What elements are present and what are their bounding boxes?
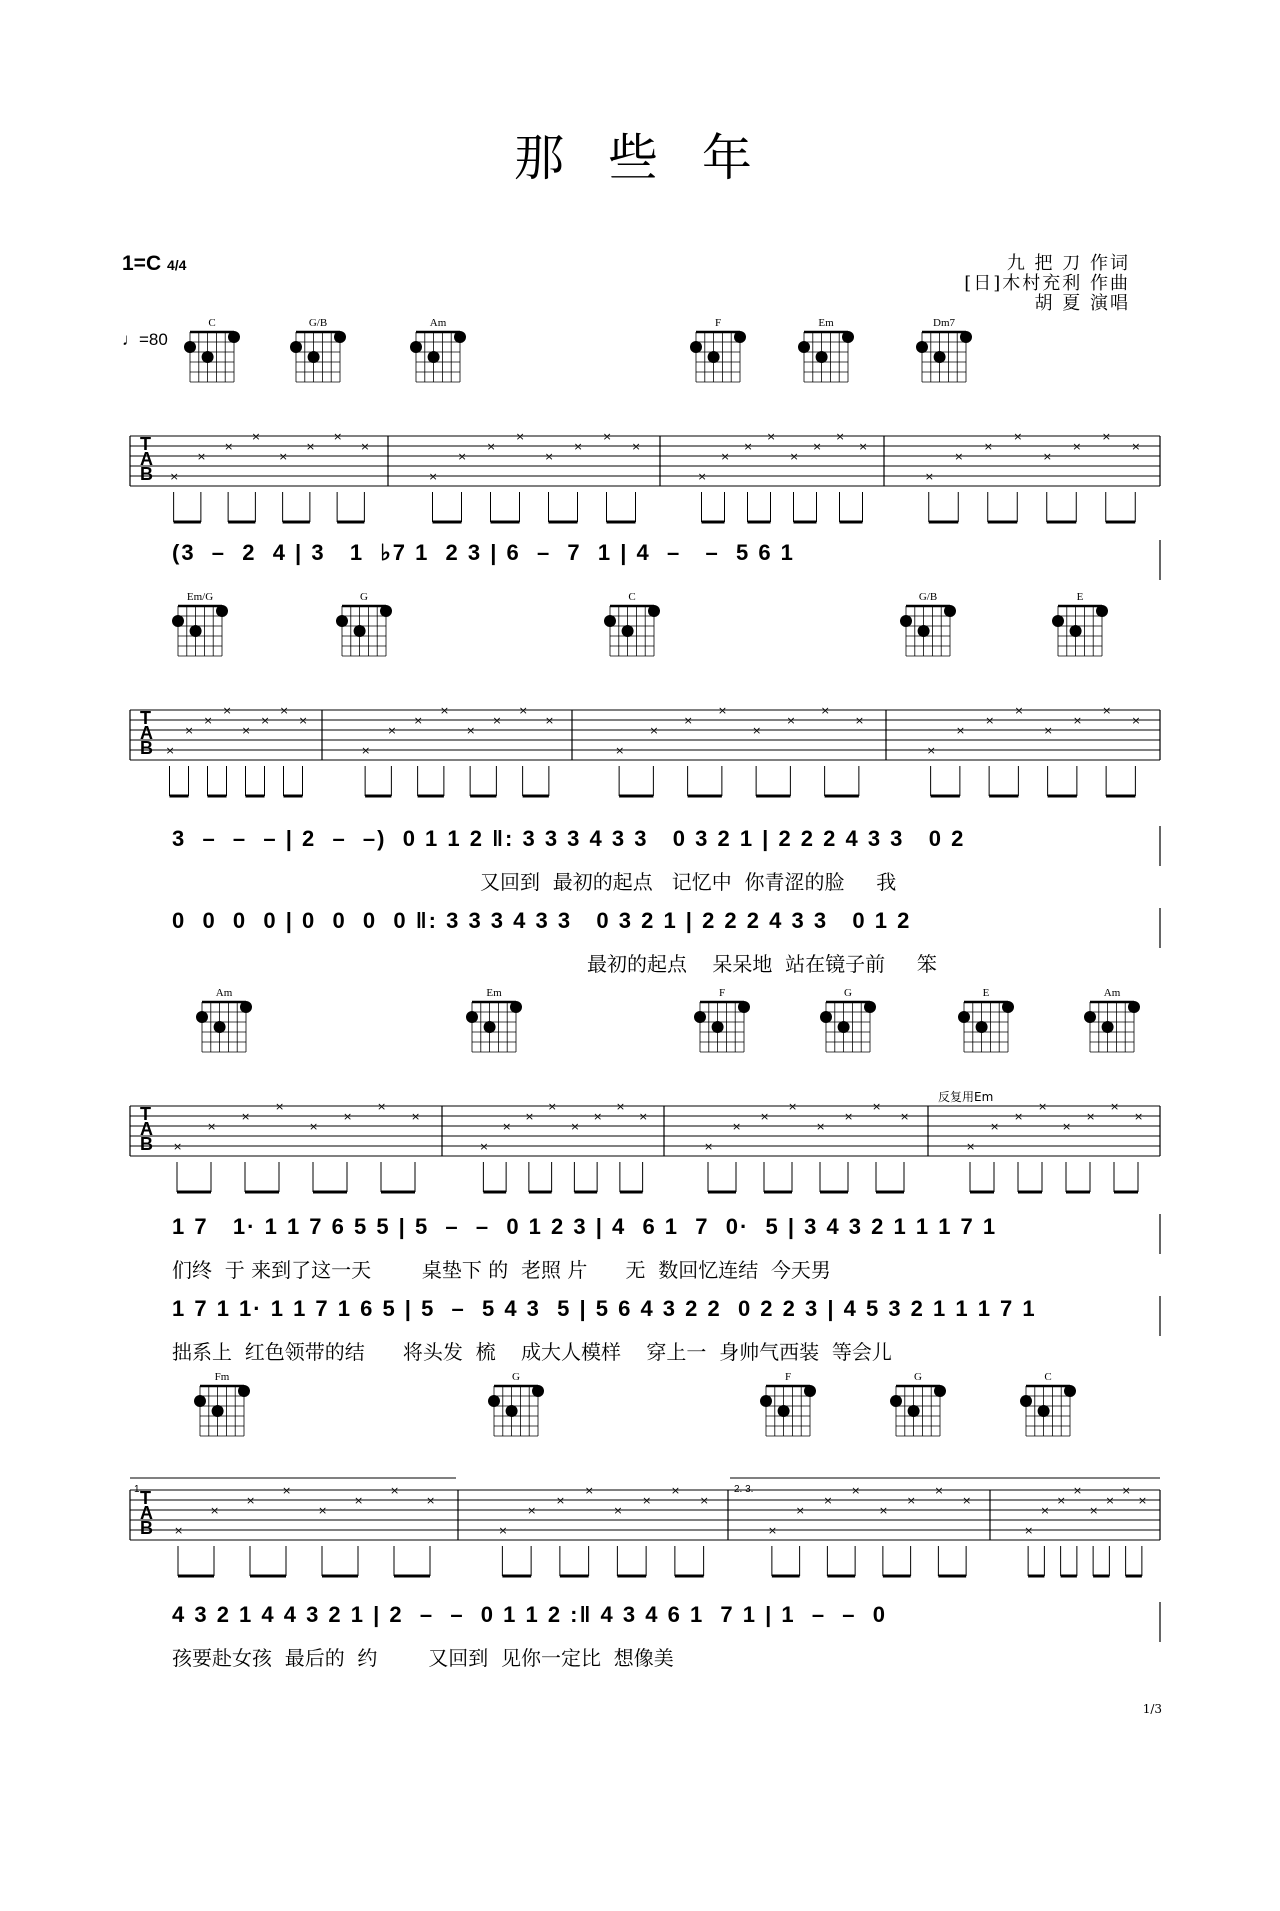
tab-x-mark: × — [555, 1494, 566, 1507]
tab-x-mark: × — [486, 440, 496, 453]
tab-x-mark: × — [411, 1110, 421, 1123]
chord-finger-dot — [466, 1011, 478, 1023]
jianpu-line: (3 – 2 4 | 3 1 ♭7 1 2 3 | 6 – 7 1 | 4 – – 5 6 1 — [172, 540, 795, 565]
tab-x-mark: × — [279, 704, 289, 717]
tab-x-mark: × — [165, 744, 175, 757]
chord-finger-dot — [1038, 1405, 1050, 1417]
tab-x-mark: × — [1024, 1524, 1034, 1537]
chord-name: C — [208, 317, 216, 329]
tab-x-mark: × — [466, 724, 476, 737]
tab-clef-letter: T — [140, 1488, 151, 1508]
chord-finger-dot — [172, 615, 184, 627]
tab-x-mark: × — [544, 714, 555, 727]
chord-finger-dot — [816, 351, 828, 363]
chord-name: E — [1076, 591, 1084, 603]
tab-x-mark: × — [584, 1484, 594, 1497]
repeat-annotation: 反复用Em — [938, 1090, 994, 1104]
tempo-marking: ♩=80 — [122, 330, 168, 349]
tab-clef-letter: B — [140, 1134, 153, 1154]
chord-finger-dot — [622, 625, 634, 637]
tab-x-mark: × — [377, 1100, 387, 1113]
tab-x-mark: × — [203, 714, 213, 727]
chord-finger-dot — [510, 1001, 522, 1013]
tab-x-mark: × — [413, 714, 423, 727]
chord-name: Am — [215, 987, 233, 999]
tab-clef-letter: A — [140, 449, 153, 469]
tab-x-mark: × — [1137, 1494, 1148, 1507]
jianpu-line: 3 – – – | 2 – –) 0 1 1 2 ‖: 3 3 3 4 3 3 0 3 2 1 | 2 2 2 4 3 3 0 2 — [172, 826, 966, 851]
tab-x-mark: × — [457, 450, 467, 463]
tab-x-mark: × — [683, 714, 693, 727]
chord-finger-dot — [798, 341, 810, 353]
chord-finger-dot — [734, 331, 746, 343]
chord-finger-dot — [842, 331, 854, 343]
tab-clef-letter: A — [140, 1503, 153, 1523]
chord-finger-dot — [1052, 615, 1064, 627]
tab-x-mark: × — [241, 724, 251, 737]
tab-x-mark: × — [260, 714, 270, 727]
tab-x-mark: × — [207, 1120, 217, 1133]
chord-name: Dm7 — [933, 317, 955, 329]
tab-x-mark: × — [196, 450, 207, 463]
tab-x-mark: × — [697, 470, 707, 483]
chord-finger-dot — [900, 615, 912, 627]
chord-name: Fm — [214, 1371, 230, 1383]
chord-finger-dot — [532, 1385, 544, 1397]
tab-clef-letter: B — [140, 738, 153, 758]
tab-x-mark: × — [1102, 704, 1112, 717]
tab-x-mark: × — [426, 1494, 436, 1507]
tab-x-mark: × — [642, 1494, 652, 1507]
tab-x-mark: × — [649, 724, 659, 737]
tab-x-mark: × — [613, 1504, 623, 1517]
tab-x-mark: × — [788, 1100, 798, 1113]
tab-x-mark: × — [812, 440, 822, 453]
tab-clef-letter: B — [140, 464, 153, 484]
chord-finger-dot — [838, 1021, 850, 1033]
tab-x-mark: × — [570, 1120, 580, 1133]
tab-clef-letter: T — [140, 1104, 151, 1124]
tab-x-mark: × — [251, 430, 261, 443]
tab-x-mark: × — [498, 1524, 508, 1537]
tab-x-mark: × — [1062, 1120, 1072, 1133]
jianpu-line: 1 7 1 1· 1 1 7 1 6 5 | 5 – 5 4 3 5 | 5 6 4 3 2 2 0 2 2 3 | 4 5 3 2 1 1 1 7 1 — [172, 1296, 1037, 1321]
chord-finger-dot — [804, 1385, 816, 1397]
lyric-line: 最初的起点 呆呆地 站在镜子前 笨 — [587, 952, 937, 976]
chord-name: F — [784, 1371, 792, 1383]
tab-x-mark: × — [361, 744, 371, 757]
chord-finger-dot — [864, 1001, 876, 1013]
tab-x-mark: × — [387, 724, 397, 737]
chord-finger-dot — [712, 1021, 724, 1033]
tab-x-mark: × — [816, 1120, 826, 1133]
chord-finger-dot — [1002, 1001, 1014, 1013]
chord-finger-dot — [1102, 1021, 1114, 1033]
tab-x-mark: × — [962, 1494, 972, 1507]
tab-x-mark: × — [844, 1110, 854, 1123]
chord-finger-dot — [336, 615, 348, 627]
tab-x-mark: × — [1056, 1494, 1066, 1507]
tab-x-mark: × — [1110, 1100, 1120, 1113]
lyric-line: 又回到 最初的起点 记忆中 你青涩的脸 我 — [480, 870, 897, 894]
tab-x-mark: × — [502, 1120, 512, 1133]
tab-x-mark: × — [615, 744, 625, 757]
tab-x-mark: × — [275, 1100, 285, 1113]
chord-name: G — [844, 987, 852, 999]
page-number: 1/3 — [1142, 1702, 1162, 1716]
tab-x-mark: × — [1105, 1494, 1115, 1507]
chord-finger-dot — [202, 351, 214, 363]
chord-finger-dot — [184, 341, 196, 353]
tab-x-mark: × — [184, 724, 194, 737]
chord-finger-dot — [738, 1001, 750, 1013]
tab-x-mark: × — [766, 430, 776, 443]
chord-finger-dot — [506, 1405, 518, 1417]
tab-x-mark: × — [670, 1484, 681, 1497]
volta-1-label: 1. — [134, 1484, 143, 1495]
tab-x-mark: × — [439, 704, 450, 717]
tab-x-mark: × — [518, 704, 528, 717]
chord-finger-dot — [976, 1021, 988, 1033]
chord-name: C — [628, 591, 636, 603]
chord-finger-dot — [196, 1011, 208, 1023]
tab-x-mark: × — [732, 1120, 742, 1133]
tab-x-mark: × — [524, 1110, 535, 1123]
chord-finger-dot — [190, 625, 202, 637]
volta-2-label: 2. 3. — [734, 1484, 754, 1495]
credit-singer: 胡 夏 演唱 — [1034, 293, 1130, 314]
tab-x-mark: × — [282, 1484, 292, 1497]
credit-composer: [日]木村充利 作曲 — [964, 273, 1130, 294]
tab-x-mark: × — [786, 714, 796, 727]
chord-finger-dot — [908, 1405, 920, 1417]
tab-x-mark: × — [573, 440, 583, 453]
chord-finger-dot — [428, 351, 440, 363]
tab-x-mark: × — [246, 1494, 256, 1507]
chord-name: Am — [1103, 987, 1121, 999]
tab-x-mark: × — [1072, 1484, 1083, 1497]
tab-x-mark: × — [492, 714, 502, 727]
chord-finger-dot — [958, 1011, 970, 1023]
chord-finger-dot — [380, 605, 392, 617]
chord-finger-dot — [648, 605, 660, 617]
tab-x-mark: × — [305, 440, 316, 453]
tab-clef-letter: T — [140, 708, 151, 728]
tab-x-mark: × — [789, 450, 799, 463]
chord-name: F — [718, 987, 726, 999]
tab-x-mark: × — [985, 714, 995, 727]
chord-finger-dot — [604, 615, 616, 627]
tab-x-mark: × — [343, 1110, 353, 1123]
chord-finger-dot — [944, 605, 956, 617]
tab-x-mark: × — [924, 470, 934, 483]
lyric-line: 们终 于 来到了这一天 桌垫下 的 老照 片 无 数回忆连结 今天男 — [172, 1258, 831, 1282]
chord-finger-dot — [214, 1021, 226, 1033]
tab-x-mark: × — [854, 714, 865, 727]
lyric-line: 孩要赴女孩 最后的 约 又回到 见你一定比 想像美 — [172, 1646, 674, 1670]
chord-finger-dot — [916, 341, 928, 353]
tab-x-mark: × — [795, 1504, 805, 1517]
chord-finger-dot — [1020, 1395, 1032, 1407]
tab-x-mark: × — [173, 1140, 183, 1153]
tab-x-mark: × — [169, 470, 179, 483]
chord-finger-dot — [334, 331, 346, 343]
chord-name: Em — [486, 987, 502, 999]
chord-finger-dot — [216, 605, 228, 617]
tab-x-mark: × — [823, 1494, 833, 1507]
chord-finger-dot — [934, 351, 946, 363]
tab-x-mark: × — [767, 1524, 778, 1537]
tab-x-mark: × — [1042, 450, 1052, 463]
tab-x-mark: × — [390, 1484, 400, 1497]
chord-finger-dot — [960, 331, 972, 343]
tab-x-mark: × — [638, 1110, 648, 1123]
chord-finger-dot — [694, 1011, 706, 1023]
tab-x-mark: × — [479, 1140, 489, 1153]
tab-x-mark: × — [309, 1120, 319, 1133]
chord-name: G — [914, 1371, 922, 1383]
tab-x-mark: × — [704, 1140, 714, 1153]
tab-x-mark: × — [615, 1100, 626, 1113]
tab-clef-letter: A — [140, 1119, 153, 1139]
tab-x-mark: × — [717, 704, 728, 717]
chord-finger-dot — [820, 1011, 832, 1023]
tab-x-mark: × — [1086, 1110, 1096, 1123]
chord-name: Em — [818, 317, 834, 329]
chord-finger-dot — [212, 1405, 224, 1417]
chord-finger-dot — [1128, 1001, 1140, 1013]
tab-x-mark: × — [752, 724, 762, 737]
chord-name: G — [512, 1371, 520, 1383]
chord-finger-dot — [488, 1395, 500, 1407]
chord-name: Am — [429, 317, 447, 329]
tab-x-mark: × — [333, 430, 343, 443]
chord-finger-dot — [238, 1385, 250, 1397]
chord-finger-dot — [778, 1405, 790, 1417]
chord-name: G/B — [308, 317, 328, 329]
tab-x-mark: × — [1134, 1110, 1144, 1123]
chord-finger-dot — [240, 1001, 252, 1013]
tab-x-mark: × — [1121, 1484, 1131, 1497]
chord-finger-dot — [1084, 1011, 1096, 1023]
tab-x-mark: × — [1072, 714, 1083, 727]
chord-finger-dot — [918, 625, 930, 637]
tab-x-mark: × — [983, 440, 993, 453]
tab-x-mark: × — [954, 450, 964, 463]
tab-x-mark: × — [527, 1504, 537, 1517]
key-label: 1=C — [122, 252, 162, 275]
chord-finger-dot — [194, 1395, 206, 1407]
chord-name: Em/G — [186, 591, 214, 603]
chord-finger-dot — [708, 351, 720, 363]
tab-x-mark: × — [428, 470, 438, 483]
chord-finger-dot — [1096, 605, 1108, 617]
tab-x-mark: × — [743, 440, 753, 453]
tab-x-mark: × — [966, 1140, 976, 1153]
tab-x-mark: × — [318, 1504, 328, 1517]
tab-x-mark: × — [955, 724, 966, 737]
chord-name: E — [982, 987, 990, 999]
tab-clef-letter: T — [140, 434, 151, 454]
tab-x-mark: × — [1040, 1504, 1050, 1517]
tab-x-mark: × — [241, 1110, 251, 1123]
chord-finger-dot — [354, 625, 366, 637]
tab-x-mark: × — [858, 440, 868, 453]
credit-lyricist: 九 把 刀 作词 — [1006, 253, 1130, 274]
tab-x-mark: × — [1014, 1110, 1024, 1123]
tempo-value: =80 — [139, 330, 168, 349]
chord-finger-dot — [410, 341, 422, 353]
tab-x-mark: × — [547, 1100, 557, 1113]
tab-x-mark: × — [851, 1484, 861, 1497]
chord-finger-dot — [290, 341, 302, 353]
tab-x-mark: × — [820, 704, 830, 717]
chord-finger-dot — [454, 331, 466, 343]
jianpu-line: 1 7 1· 1 1 7 6 5 5 | 5 – – 0 1 2 3 | 4 6 1 7 0· 5 | 3 4 3 2 1 1 1 7 1 — [172, 1214, 998, 1239]
tab-x-mark: × — [278, 450, 288, 463]
tab-x-mark: × — [1131, 714, 1141, 727]
tab-x-mark: × — [720, 450, 730, 463]
tab-x-mark: × — [593, 1110, 603, 1123]
tab-x-mark: × — [222, 704, 232, 717]
tab-x-mark: × — [872, 1100, 882, 1113]
chord-finger-dot — [760, 1395, 772, 1407]
tab-x-mark: × — [631, 440, 641, 453]
tab-x-mark: × — [1089, 1504, 1099, 1517]
tab-x-mark: × — [354, 1494, 364, 1507]
tab-x-mark: × — [990, 1120, 1000, 1133]
tab-x-mark: × — [835, 430, 845, 443]
chord-finger-dot — [1070, 625, 1082, 637]
tab-x-mark: × — [1131, 440, 1141, 453]
tab-x-mark: × — [926, 744, 936, 757]
chord-finger-dot — [484, 1021, 496, 1033]
chord-finger-dot — [1064, 1385, 1076, 1397]
chord-name: G/B — [918, 591, 938, 603]
tab-clef-letter: B — [140, 1518, 153, 1538]
tab-x-mark: × — [906, 1494, 916, 1507]
tab-x-mark: × — [544, 450, 554, 463]
chord-finger-dot — [308, 351, 320, 363]
chord-name: F — [714, 317, 722, 329]
tab-x-mark: × — [602, 430, 612, 443]
tab-x-mark: × — [210, 1504, 220, 1517]
tab-x-mark: × — [1043, 724, 1053, 737]
tab-x-mark: × — [224, 440, 234, 453]
tab-x-mark: × — [934, 1484, 944, 1497]
tab-x-mark: × — [1038, 1100, 1048, 1113]
tab-x-mark: × — [1013, 430, 1023, 443]
chord-name: G — [360, 591, 368, 603]
chord-finger-dot — [228, 331, 240, 343]
tab-x-mark: × — [515, 430, 525, 443]
jianpu-line: 0 0 0 0 | 0 0 0 0 ‖: 3 3 3 4 3 3 0 3 2 1 | 2 2 2 4 3 3 0 1 2 — [172, 908, 912, 933]
time-signature: 4/4 — [166, 257, 187, 273]
tab-clef-letter: A — [140, 723, 153, 743]
tab-x-mark: × — [360, 440, 370, 453]
tab-x-mark: × — [298, 714, 308, 727]
tab-x-mark: × — [1101, 430, 1111, 443]
lyric-line: 拙系上 红色领带的结 将头发 梳 成大人模样 穿上一 身帅气西装 等会儿 — [172, 1340, 892, 1364]
tab-x-mark: × — [760, 1110, 770, 1123]
page-title: 那 些 年 — [514, 129, 766, 187]
tab-x-mark: × — [900, 1110, 910, 1123]
tab-x-mark: × — [699, 1494, 709, 1507]
tab-x-mark: × — [1072, 440, 1082, 453]
chord-finger-dot — [690, 341, 702, 353]
chord-finger-dot — [934, 1385, 946, 1397]
chord-name: C — [1044, 1371, 1052, 1383]
tab-x-mark: × — [174, 1524, 184, 1537]
tab-x-mark: × — [878, 1504, 889, 1517]
jianpu-line: 4 3 2 1 4 4 3 2 1 | 2 – – 0 1 1 2 :‖ 4 3 4 6 1 7 1 | 1 – – 0 — [172, 1602, 887, 1627]
tab-x-mark: × — [1014, 704, 1024, 717]
chord-finger-dot — [890, 1395, 902, 1407]
